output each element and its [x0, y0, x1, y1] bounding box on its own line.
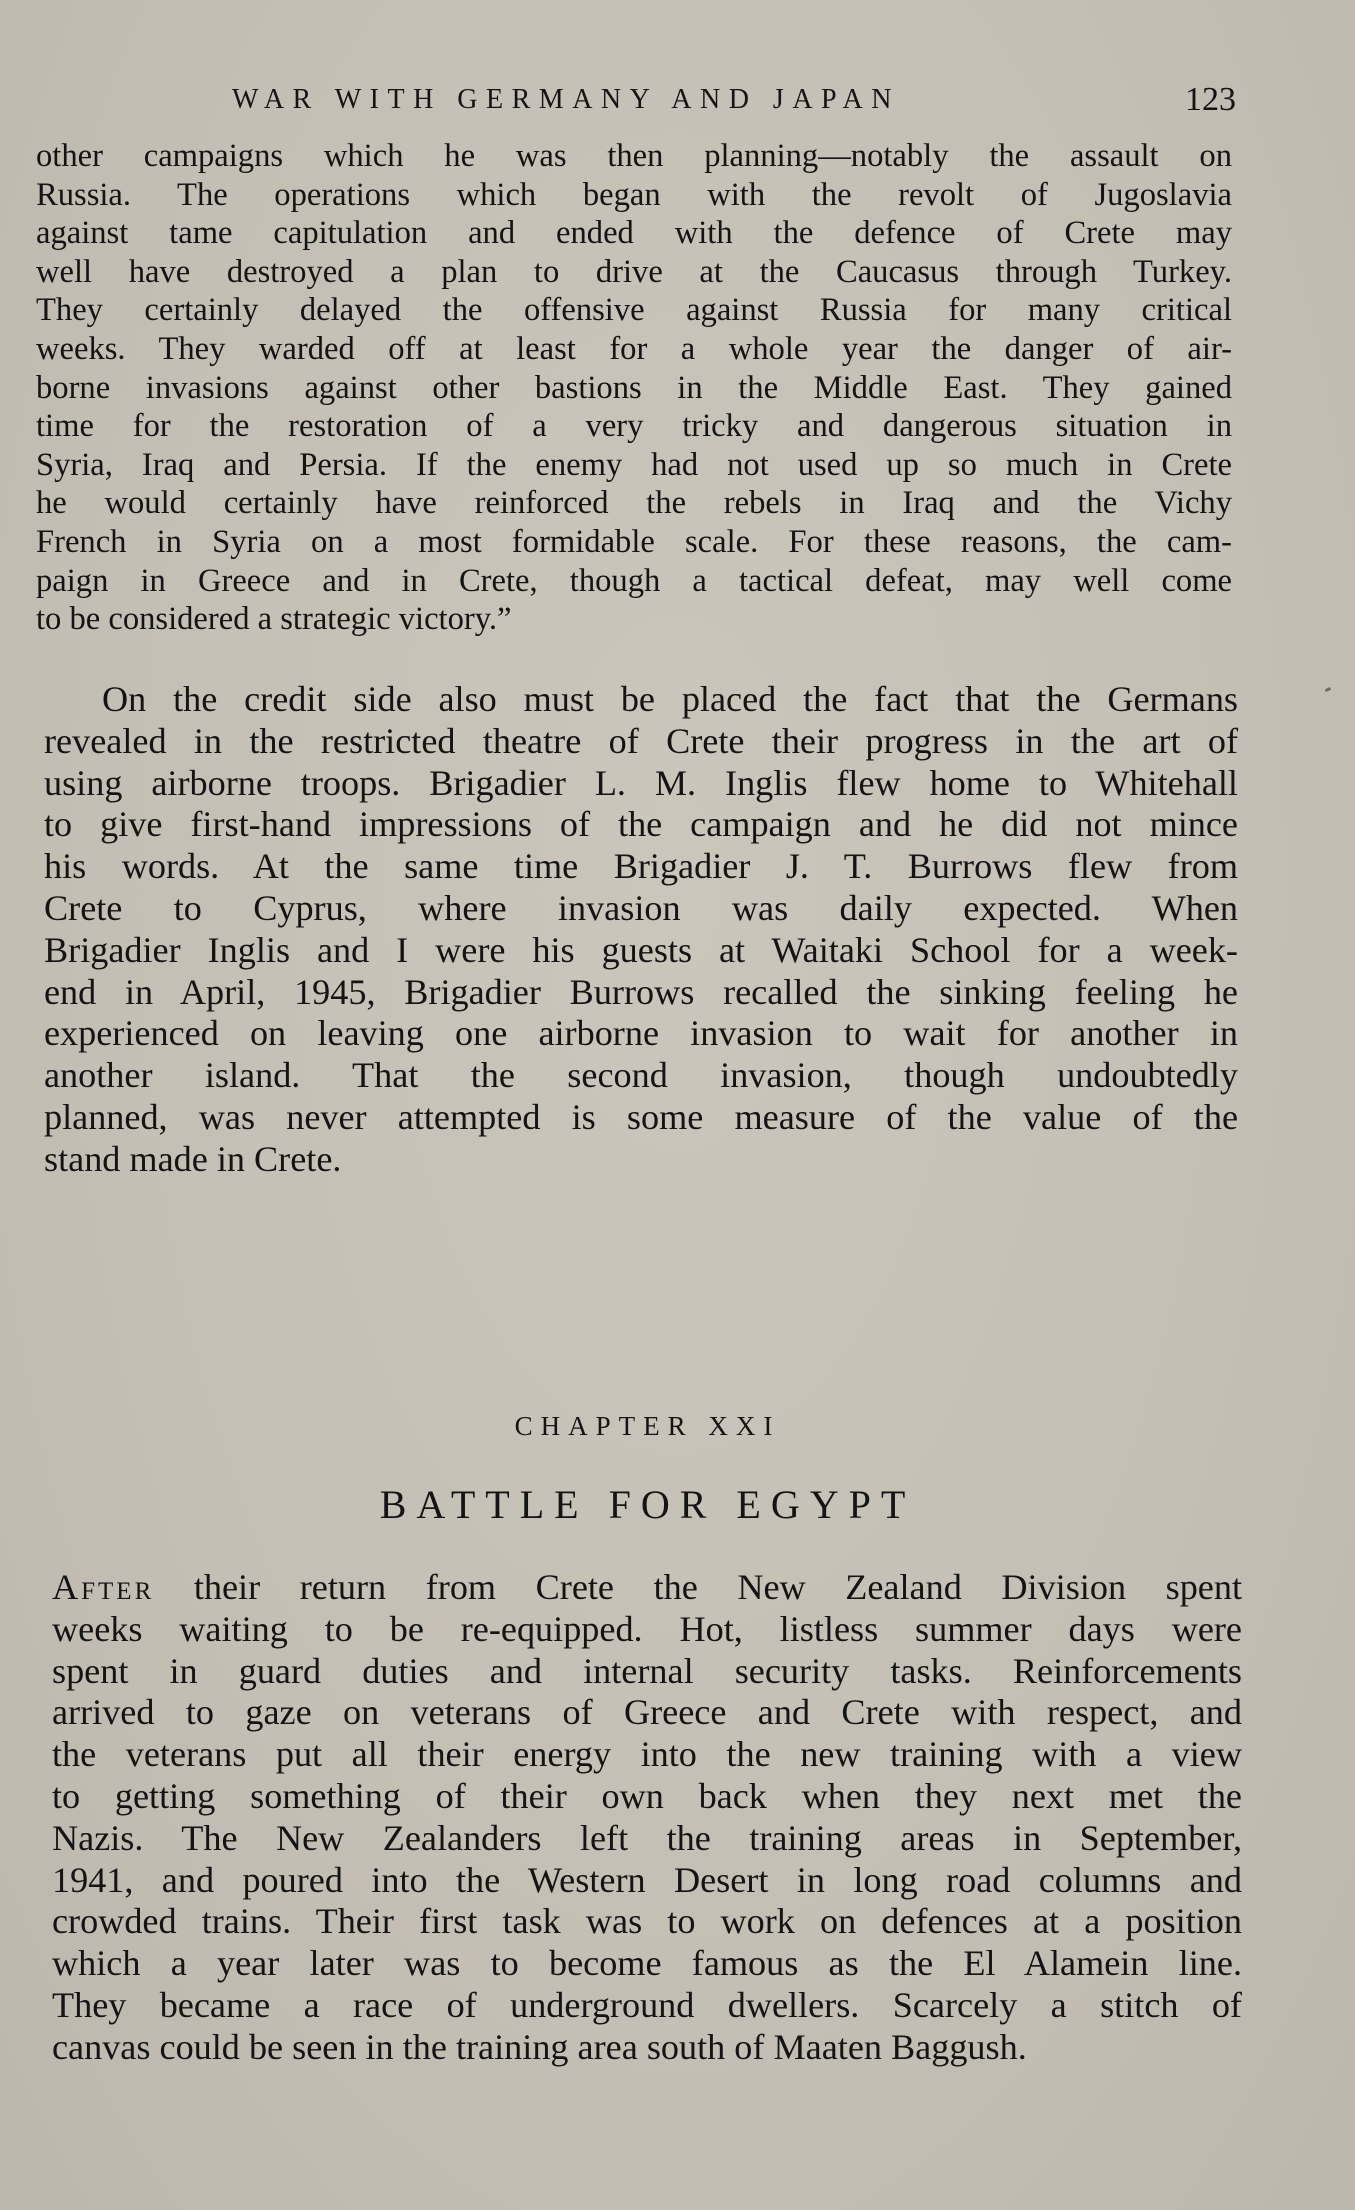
text-line: crowded trains. Their first task was to work on defences at a position: [52, 1901, 1242, 1942]
text-line: weeks waiting to be re-equipped. Hot, listless summer days were: [52, 1608, 1242, 1649]
text-line: another island. That the second invasion, though undoubtedly: [44, 1055, 1238, 1096]
text-line: canvas could be seen in the training area south of Maaten Baggush.: [52, 2026, 1027, 2067]
quoted-passage: [36, 137, 1232, 639]
text-line: which a year later was to become famous as the El Alamein line.: [52, 1943, 1242, 1984]
text-line: other campaigns which he was then planning—notably the assault on: [36, 138, 1232, 174]
text-line: his words. At the same time Brigadier J. T. Burrows flew from: [44, 846, 1238, 887]
text-line: revealed in the restricted theatre of Crete their progress in the art of: [44, 720, 1238, 761]
text-line: On the credit side also must be placed the fact that the Germans: [102, 679, 1238, 719]
text-line: borne invasions against other bastions in the Middle East. They gained: [36, 369, 1232, 406]
first-line-rest: their return from Crete the New Zealand Division spent: [154, 1567, 1242, 1607]
page-number: 123: [1185, 81, 1236, 118]
text-line: he would certainly have reinforced the rebels in Iraq and the Vichy: [36, 485, 1232, 522]
running-head: [36, 80, 1236, 120]
text-line: They became a race of underground dwellers. Scarcely a stitch of: [52, 1984, 1242, 2025]
text-line: 1941, and poured into the Western Desert in long road columns and: [52, 1859, 1242, 1900]
chapter-label: CHAPTER XXI: [514, 1411, 781, 1441]
paper-speck: [1325, 687, 1332, 692]
text-line: arrived to gaze on veterans of Greece and Crete with respect, and: [52, 1692, 1242, 1733]
text-line: French in Syria on a most formidable scale. For these reasons, the cam-: [36, 523, 1232, 560]
text-line: well have destroyed a plan to drive at the Caucasus through Turkey.: [36, 253, 1232, 290]
text-line: to give first-hand impressions of the campaign and he did not mince: [44, 804, 1238, 845]
text-line: Russia. The operations which began with the revolt of Jugoslavia: [36, 176, 1232, 213]
text-line: [52, 1567, 1242, 1609]
text-line: time for the restoration of a very tricky and dangerous situation in: [36, 408, 1232, 445]
text-line: Brigadier Inglis and I were his guests at Waitaki School for a week-: [44, 929, 1238, 970]
paragraph-credit-side: [44, 679, 1238, 1181]
paragraph-chapter-opening: [52, 1567, 1242, 2069]
text-line: Nazis. The New Zealanders left the training areas in September,: [52, 1817, 1242, 1858]
chapter-title: BATTLE FOR EGYPT: [379, 1482, 916, 1527]
text-line: using airborne troops. Brigadier L. M. Inglis flew home to Whitehall: [44, 762, 1238, 803]
text-line: experienced on leaving one airborne invasion to wait for another in: [44, 1013, 1238, 1054]
text-line: to be considered a strategic victory.”: [36, 601, 512, 638]
text-line: stand made in Crete.: [44, 1138, 342, 1179]
text-line: They certainly delayed the offensive against Russia for many critical: [36, 292, 1232, 329]
text-line: paign in Greece and in Crete, though a tactical defeat, may well come: [36, 562, 1232, 599]
text-line: Syria, Iraq and Persia. If the enemy had not used up so much in Crete: [36, 446, 1232, 483]
text-line: to getting something of their own back when they next met the: [52, 1775, 1242, 1816]
text-line: against tame capitulation and ended with the defence of Crete may: [36, 215, 1232, 252]
text-line: spent in guard duties and internal security tasks. Reinforcements: [52, 1650, 1242, 1691]
text-line: planned, was never attempted is some measure of the value of the: [44, 1096, 1238, 1137]
text-line: Crete to Cyprus, where invasion was daily expected. When: [44, 887, 1238, 928]
running-title: WAR WITH GERMANY AND JAPAN: [232, 84, 900, 115]
lead-word: After: [52, 1567, 155, 1607]
text-line: end in April, 1945, Brigadier Burrows recalled the sinking feeling he: [44, 971, 1238, 1012]
text-line: the veterans put all their energy into the new training with a view: [52, 1734, 1242, 1775]
text-line: weeks. They warded off at least for a whole year the danger of air-: [36, 330, 1232, 367]
